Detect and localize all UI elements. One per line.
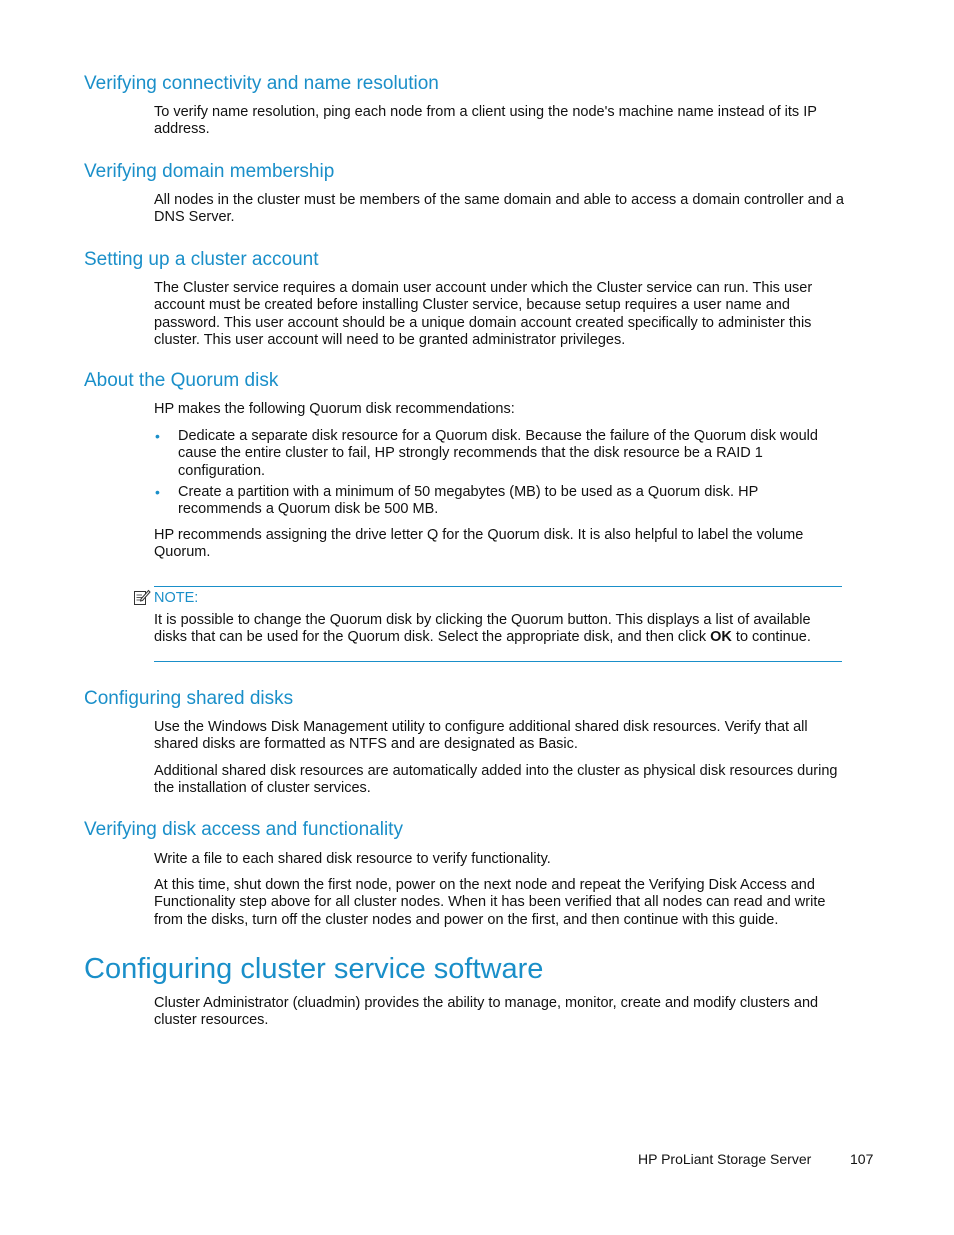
note-top-rule [154,586,842,587]
bullet-marker: • [155,428,160,444]
paragraph-domain-membership: All nodes in the cluster must be members of the same domain and able to access a domain controller and a DNS Server. [154,192,844,226]
paragraph-chapter-intro: Cluster Administrator (cluadmin) provides the ability to manage, monitor, create and modify clusters and cluster resources. [154,995,819,1029]
paragraph-quorum-intro: HP makes the following Quorum disk recommendations: [154,401,515,417]
section-heading-cluster-account: Setting up a cluster account [84,249,319,270]
paragraph-connectivity: To verify name resolution, ping each node from a client using the node's machine name instead of its IP address. [154,104,817,138]
section-heading-domain-membership: Verifying domain membership [84,161,335,182]
paragraph-disk-access-2: At this time, shut down the first node, power on the next node and repeat the Verifying Disk Access and Functionality step above for all cluster nodes. When it has been verified that all nodes can read and write from the disks, turn off the cluster nodes and power on the first, and then continue with this guide. [154,877,826,928]
paragraph-shared-disks-2: Additional shared disk resources are automatically added into the cluster as physical disk resources during the installation of cluster services. [154,763,838,797]
section-heading-connectivity: Verifying connectivity and name resolution [84,73,439,94]
note-text [154,612,844,647]
section-heading-quorum-disk: About the Quorum disk [84,370,279,391]
note-text-before: It is possible to change the Quorum disk by clicking the Quorum button. This displays a list of available disks that can be used for the Quorum disk. Select the appropriate disk, and then click [154,612,811,646]
list-item-quorum-partition: Create a partition with a minimum of 50 megabytes (MB) to be used as a Quorum disk. HP recommends a Quorum disk be 500 MB. [178,484,758,518]
list-item-quorum-raid: Dedicate a separate disk resource for a Quorum disk. Because the failure of the Quorum disk would cause the entire cluster to fail, HP strongly recommends that the disk resource be a RAID 1 configuration. [178,428,818,479]
note-text-after: to continue. [731,629,811,646]
footer-page-number: 107 [850,1151,874,1167]
chapter-heading: Configuring cluster service software [84,953,544,985]
footer-product-name: HP ProLiant Storage Server [638,1151,812,1167]
note-ok-button-name: OK [710,629,732,646]
paragraph-shared-disks-1: Use the Windows Disk Management utility to configure additional shared disk resources. Verify that all shared disks are formatted as NTFS and are designated as Basic. [154,719,808,753]
note-bottom-rule [154,661,842,662]
bullet-marker: • [155,484,160,500]
note-pencil-icon [133,588,151,606]
section-heading-shared-disks: Configuring shared disks [84,688,294,709]
paragraph-disk-access-1: Write a file to each shared disk resource to verify functionality. [154,851,551,867]
paragraph-cluster-account: The Cluster service requires a domain user account under which the Cluster service can run. This user account must be created before installing Cluster service, because setup requires a user name and password. This user account should be a unique domain account created specifically to administer this cluster. This user account will need to be granted administrator privileges. [154,280,813,348]
note-label: NOTE: [154,590,199,606]
paragraph-quorum-drive-letter: HP recommends assigning the drive letter Q for the Quorum disk. It is also helpful to label the volume Quorum. [154,527,804,561]
section-heading-disk-access: Verifying disk access and functionality [84,819,403,840]
